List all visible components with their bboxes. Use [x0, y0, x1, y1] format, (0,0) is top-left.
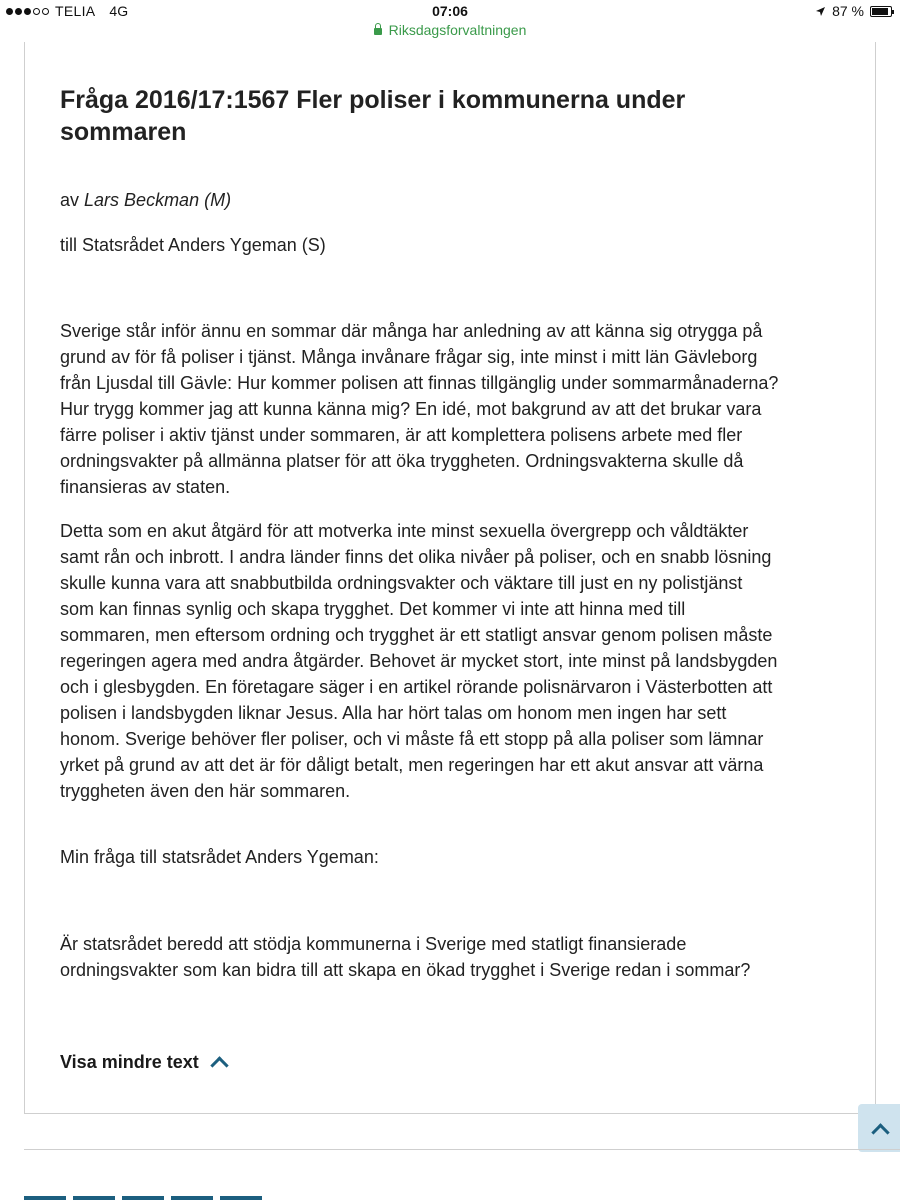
battery-level: [872, 8, 888, 15]
footer-tab[interactable]: [24, 1196, 66, 1200]
author-name[interactable]: Lars Beckman (M): [84, 190, 232, 210]
address-bar[interactable]: [0, 22, 900, 44]
chevron-up-icon: [210, 1056, 228, 1074]
paragraph: Detta som en akut åtgärd för att motverka inte minst sexuella övergrepp och våldtäkter samt rån och inbrott. I andra länder finns det olika nivåer på poliser, och en snabb lösning skulle kunna vara att snabbutbilda ordningsvakter och väktare till just en ny polistjänst som kan finnas synlig och skapa trygghet. Det kommer vi inte att hinna med till sommaren, men eftersom ordning och trygghet är ett statligt ansvar genom polisen måste regeringen agera med andra åtgärder. Behovet är mycket stort, inte minst på landsbygden och i glesbygden. En företagare säger i en artikel rörande polisnärvaron i Västerbotten att polisen i landsbygden liknar Jesus. Alla har hört talas om honom men ingen har sett honom. Sverige behöver fler poliser, och vi måste få ett stopp på alla poliser som lämnar yrket på grund av att det är för dåligt betalt, men regeringen har ett akut ansvar att värna tryggheten även den här sommaren.: [60, 521, 778, 801]
question-text: Är statsrådet beredd att stödja kommunerna i Sverige med statligt finansierade ordningsvakter som kan bidra till att skapa en ökad trygghet i Sverige redan i sommar?: [60, 934, 751, 980]
recipient-line: till Statsrådet Anders Ygeman (S): [60, 235, 326, 255]
battery-icon: [870, 6, 892, 17]
footer-tab[interactable]: [73, 1196, 115, 1200]
author-line: [60, 190, 231, 211]
footer-nav: [24, 1196, 262, 1200]
page-title: Fråga 2016/17:1567 Fler poliser i kommunerna under sommaren: [60, 86, 686, 146]
footer-tab[interactable]: [171, 1196, 213, 1200]
paragraph: Sverige står inför ännu en sommar där många har anledning av att känna sig otrygga på grund av för få poliser i tjänst. Många invånare frågar sig, inte minst i mitt län Gävleborg från Ljusdal till Gävle: Hur kommer polisen att finnas tillgänglig under sommarmånaderna? Hur trygg kommer jag att kunna känna mig? En idé, mot bakgrund av att det brukar vara färre poliser i aktiv tjänst under sommaren, är att komplettera polisens arbete med fler ordningsvakter på allmänna platser för att öka tryggheten. Ordningsvakterna skulle då finansieras av staten.: [60, 321, 779, 497]
battery-percent: 87 %: [832, 3, 864, 19]
question-intro: Min fråga till statsrådet Anders Ygeman:: [60, 847, 379, 867]
show-less-label: Visa mindre text: [60, 1052, 199, 1072]
clock: 07:06: [432, 3, 468, 19]
footer-tab[interactable]: [122, 1196, 164, 1200]
footer-tab[interactable]: [220, 1196, 262, 1200]
author-prefix: av: [60, 190, 80, 210]
site-name: Riksdagsforvaltningen: [388, 22, 527, 38]
status-bar: [0, 0, 900, 22]
chevron-up-icon: [871, 1123, 889, 1141]
network-type: 4G: [109, 3, 129, 19]
status-right: [815, 3, 892, 19]
carrier-name: TELIA: [55, 3, 96, 19]
lock-icon: [374, 28, 382, 35]
show-less-button[interactable]: [60, 1052, 226, 1073]
divider: [24, 1149, 900, 1150]
location-arrow-icon: [815, 6, 826, 17]
scroll-to-top-button[interactable]: [858, 1104, 900, 1152]
